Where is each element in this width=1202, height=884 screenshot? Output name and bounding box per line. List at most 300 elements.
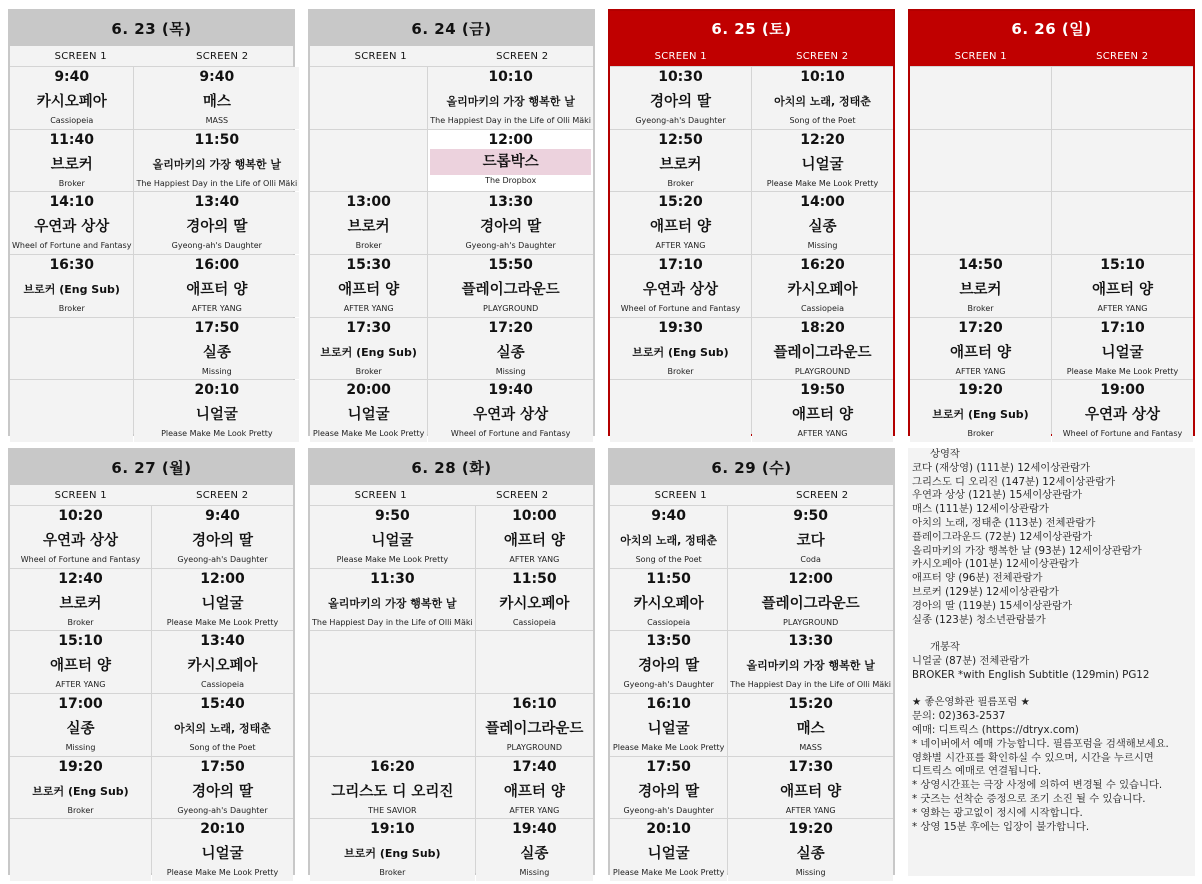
movie-title: 애프터 양 — [503, 783, 565, 800]
movie-title-en: THE SAVIOR — [368, 805, 417, 815]
movie-title-en: The Happiest Day in the Life of Olli Mäki — [136, 178, 298, 188]
movie-title: 니얼굴 — [195, 407, 238, 424]
movie-title: 매스 — [796, 721, 825, 738]
showtime: 10:30 — [658, 69, 703, 85]
showtime-cell[interactable] — [752, 255, 893, 317]
movie-title: 실종 — [496, 344, 525, 361]
showtime: 16:20 — [800, 257, 845, 274]
movie-title-en: AFTER YANG — [797, 429, 848, 439]
showing-item: 브로커 (129분) 12세이상관람가 — [912, 585, 1059, 598]
note-line: * 굿즈는 선착순 증정으로 조기 소진 될 수 있습니다. — [912, 792, 1146, 805]
showtime: 16:00 — [194, 257, 240, 274]
showtime: 11:30 — [370, 570, 415, 587]
movie-title: 경아의 딸 — [638, 658, 700, 675]
showtime-cell[interactable] — [610, 130, 751, 192]
day-header — [310, 450, 593, 485]
opening-header: 개봉작 — [930, 641, 960, 654]
showtime-cell[interactable] — [152, 631, 293, 693]
showtime: 19:20 — [788, 821, 833, 838]
movie-title-en: Gyeong-ah's Daughter — [635, 116, 726, 125]
movie-title: 브로커 (Eng Sub) — [932, 408, 1029, 422]
movie-title: 애프터 양 — [338, 282, 400, 299]
movie-title-en: PLAYGROUND — [794, 366, 851, 376]
showtime: 10:00 — [512, 508, 557, 524]
movie-title-en: AFTER YANG — [1097, 304, 1148, 314]
showtime: 17:50 — [646, 758, 691, 775]
note-line: * 영화는 광고없이 정시에 시작합니다. — [912, 806, 1083, 819]
showtime-cell[interactable] — [310, 318, 427, 380]
showtime-cell[interactable] — [310, 192, 427, 254]
showtime-cell[interactable] — [610, 819, 727, 881]
showtime-cell[interactable] — [134, 255, 299, 317]
showtime-cell[interactable] — [610, 757, 727, 819]
movie-title-en: Broker — [379, 868, 406, 878]
showtime: 12:20 — [800, 131, 845, 148]
note-line: 디트릭스 예매로 연결됩니다. — [912, 765, 1042, 778]
movie-title: 플레이그라운드 — [773, 344, 872, 361]
showtime-cell[interactable] — [152, 694, 293, 756]
showtime: 15:30 — [346, 257, 391, 274]
movie-title: 브로커 — [50, 156, 93, 173]
movie-title-en: AFTER YANG — [955, 366, 1006, 376]
showtime-cell[interactable] — [728, 506, 893, 568]
movie-title-en: Broker — [355, 366, 382, 376]
note-line: * 상영시간표는 극장 사정에 의하여 변경될 수 있습니다. — [912, 779, 1163, 792]
showtime-cell[interactable] — [910, 380, 1051, 442]
showtime: 9:40 — [199, 69, 235, 85]
showtime-grid — [310, 66, 593, 439]
day-title: 6. 24 (금) — [411, 20, 492, 38]
opening-item: 니얼굴 (87분) 전체관람가 — [912, 654, 1030, 667]
showtime-cell[interactable] — [310, 380, 427, 442]
showtime-cell[interactable] — [752, 130, 893, 192]
movie-title-en: Please Make Me Look Pretty — [312, 429, 425, 439]
empty-cell — [310, 694, 475, 756]
movie-title-en: The Happiest Day in the Life of Olli Mäki — [430, 116, 591, 125]
showing-item: 경아의 딸 (119분) 15세이상관람가 — [912, 599, 1073, 612]
movie-title-en: AFTER YANG — [191, 304, 242, 314]
day-panel — [308, 448, 595, 878]
showtime: 17:30 — [788, 758, 833, 775]
movie-title-en: Gyeong-ah's Daughter — [623, 805, 714, 815]
showing-item: 아치의 노래, 정태춘 (113분) 전체관람가 — [912, 516, 1096, 529]
showtime-cell[interactable] — [752, 67, 893, 129]
day-header — [910, 11, 1193, 46]
movie-title-en: Broker — [67, 617, 94, 627]
showtime-cell[interactable] — [428, 380, 593, 442]
movie-title: 브로커 (Eng Sub) — [632, 345, 729, 359]
movie-title-en: PLAYGROUND — [506, 743, 562, 753]
screen-label: SCREEN 1 — [54, 490, 107, 501]
showtime-cell[interactable] — [610, 631, 727, 693]
movie-title-en: Please Make Me Look Pretty — [612, 743, 725, 753]
showtime-cell[interactable] — [152, 819, 293, 881]
movie-title: 애프터 양 — [49, 658, 112, 675]
movie-title: 실종 — [808, 219, 837, 236]
day-header — [10, 450, 293, 485]
movie-title: 니얼굴 — [1101, 344, 1144, 361]
movie-title-en: AFTER YANG — [655, 241, 706, 251]
movie-title: 실종 — [202, 344, 231, 361]
screen-label: SCREEN 1 — [54, 51, 107, 62]
movie-title-en: Please Make Me Look Pretty — [612, 868, 725, 878]
showtime-cell[interactable] — [10, 255, 133, 317]
showtime-cell[interactable] — [428, 130, 593, 192]
showing-item: 그리스도 디 오리진 (147분) 12세이상관람가 — [912, 475, 1116, 488]
showtime-cell[interactable] — [310, 569, 475, 631]
movie-title: 경아의 딸 — [191, 533, 254, 549]
showtime: 19:20 — [958, 382, 1003, 399]
movie-title-en: Wheel of Fortune and Fantasy — [12, 241, 132, 251]
showing-header: 상영작 — [930, 448, 960, 460]
showtime-cell[interactable] — [10, 631, 151, 693]
showtime-cell[interactable] — [10, 694, 151, 756]
movie-title-en: Coda — [800, 555, 821, 564]
showtime-grid — [10, 505, 293, 878]
showtime: 15:10 — [58, 633, 103, 650]
movie-title: 아치의 노래, 정태춘 — [174, 722, 271, 736]
showtime-cell[interactable] — [310, 506, 475, 568]
showtime: 16:10 — [646, 696, 691, 713]
movie-title: 경아의 딸 — [186, 219, 248, 236]
showtime-cell[interactable] — [428, 192, 593, 254]
empty-cell — [1052, 130, 1193, 192]
showtime: 13:40 — [200, 633, 245, 650]
showtime: 10:10 — [800, 69, 845, 85]
movie-title: 실종 — [66, 721, 95, 738]
showtime-cell[interactable] — [476, 757, 593, 819]
empty-cell — [476, 631, 593, 693]
showtime: 15:20 — [658, 194, 703, 211]
showtime-cell[interactable] — [428, 67, 593, 129]
showtime: 15:50 — [488, 257, 533, 274]
showtime: 11:40 — [49, 131, 95, 148]
showtime-cell[interactable] — [10, 130, 133, 192]
screen-label: SCREEN 1 — [654, 490, 707, 501]
showtime-cell[interactable] — [910, 255, 1051, 317]
showtime: 9:50 — [793, 508, 829, 524]
day-panel — [608, 9, 895, 439]
showtime: 19:30 — [658, 319, 703, 336]
empty-cell — [1052, 67, 1193, 129]
screen-headers — [10, 46, 293, 66]
movie-title-en: Broker — [667, 366, 694, 376]
movie-title-en: Gyeong-ah's Daughter — [465, 241, 556, 251]
movie-title-en: Cassiopeia — [647, 617, 691, 627]
movie-title: 실종 — [796, 846, 825, 863]
empty-cell — [910, 192, 1051, 254]
showtime: 9:40 — [651, 508, 687, 524]
movie-title: 니얼굴 — [201, 595, 244, 612]
showtime-cell[interactable] — [752, 380, 893, 442]
movie-title: 카시오페아 — [187, 658, 258, 675]
showtime: 11:50 — [194, 131, 240, 148]
movie-title-en: Broker — [67, 805, 94, 815]
showtime: 12:40 — [58, 570, 103, 587]
showtime-cell[interactable] — [10, 67, 133, 129]
showing-item: 애프터 양 (96분) 전체관람가 — [912, 572, 1043, 585]
showing-item: 우연과 상상 (121분) 15세이상관람가 — [912, 489, 1082, 502]
showtime-cell[interactable] — [910, 318, 1051, 380]
movie-title-en: Missing — [65, 743, 96, 753]
day-header — [10, 11, 293, 46]
day-title: 6. 29 (수) — [711, 459, 792, 477]
movie-title: 매스 — [202, 94, 231, 110]
showtime-grid — [10, 66, 298, 439]
showtime-cell[interactable] — [752, 192, 893, 254]
showtime: 13:30 — [488, 194, 533, 211]
showtime-cell[interactable] — [310, 819, 475, 881]
movie-title: 브로커 — [959, 282, 1002, 299]
movie-title: 애프터 양 — [780, 783, 842, 800]
showtime: 17:40 — [512, 758, 557, 775]
movie-title-en: Wheel of Fortune and Fantasy — [20, 555, 141, 564]
movie-title: 카시오페아 — [633, 595, 704, 612]
movie-title: 경아의 딸 — [638, 783, 700, 800]
movie-title-en: AFTER YANG — [785, 805, 836, 815]
movie-title: 플레이그라운드 — [761, 595, 860, 612]
showtime-cell[interactable] — [752, 318, 893, 380]
movie-title-en: Broker — [967, 304, 994, 314]
movie-title-en: PLAYGROUND — [783, 617, 839, 627]
showtime: 15:20 — [788, 696, 833, 713]
movie-title: 니얼굴 — [801, 156, 844, 173]
movie-title-en: Wheel of Fortune and Fantasy — [1062, 429, 1183, 439]
screen-headers — [610, 46, 893, 66]
showtime-cell[interactable] — [476, 694, 593, 756]
movie-title: 코다 — [796, 533, 825, 549]
screen-headers — [910, 46, 1193, 66]
movie-title: 브로커 (Eng Sub) — [23, 283, 120, 297]
showtime-cell[interactable] — [610, 694, 727, 756]
showtime: 19:40 — [512, 821, 557, 838]
empty-cell — [1052, 192, 1193, 254]
movie-title: 애프터 양 — [649, 219, 712, 236]
showtime-cell[interactable] — [728, 819, 893, 881]
movie-title: 브로커 (Eng Sub) — [32, 784, 129, 798]
showtime-cell[interactable] — [728, 631, 893, 693]
showtime-cell[interactable] — [10, 506, 151, 568]
showtime-grid — [610, 66, 893, 439]
showtime-cell[interactable] — [728, 569, 893, 631]
showtime-grid — [610, 505, 893, 878]
showtime: 16:30 — [49, 257, 95, 274]
movie-title-en: AFTER YANG — [55, 680, 106, 690]
showtime-cell[interactable] — [310, 255, 427, 317]
showtime-cell[interactable] — [134, 192, 299, 254]
note-line: * 네이버에서 예매 가능합니다. 필름포럼을 검색해보세요. — [912, 737, 1169, 750]
day-panel — [8, 9, 298, 439]
movie-title: 애프터 양 — [503, 533, 565, 549]
movie-title-en: Please Make Me Look Pretty — [166, 868, 279, 878]
empty-cell — [910, 67, 1051, 129]
day-title: 6. 23 (목) — [111, 20, 192, 38]
showtime-cell[interactable] — [10, 192, 133, 254]
movie-title: 애프터 양 — [791, 407, 854, 424]
empty-cell — [310, 631, 475, 693]
showtime: 20:00 — [346, 382, 391, 399]
empty-cell — [310, 67, 427, 129]
movie-title-en: The Happiest Day in the Life of Olli Mäki — [312, 617, 473, 627]
showtime-cell[interactable] — [152, 506, 293, 568]
showtime: 19:00 — [1100, 382, 1145, 399]
showtime: 13:30 — [788, 633, 833, 650]
movie-title-en: Cassiopeia — [512, 617, 556, 627]
showtime: 14:10 — [49, 194, 95, 211]
movie-title-en: Song of the Poet — [789, 116, 856, 125]
showtime-cell[interactable] — [476, 506, 593, 568]
showtime: 19:20 — [58, 758, 103, 775]
showtime-cell[interactable] — [610, 569, 727, 631]
showtime-cell[interactable] — [428, 318, 593, 380]
movie-title-en: Please Make Me Look Pretty — [166, 617, 279, 627]
movie-title-en: Missing — [495, 366, 526, 376]
opening-list — [912, 655, 1191, 683]
showtime-cell[interactable] — [610, 192, 751, 254]
showtime-grid — [910, 66, 1193, 439]
showtime-cell[interactable] — [1052, 318, 1193, 380]
info-panel — [908, 448, 1195, 876]
showtime-cell[interactable] — [610, 506, 727, 568]
showtime: 10:20 — [58, 508, 103, 524]
movie-title-en: Please Make Me Look Pretty — [336, 555, 449, 564]
screen-label: SCREEN 1 — [354, 51, 407, 62]
empty-cell — [10, 819, 151, 881]
screen-label: SCREEN 2 — [1096, 51, 1149, 62]
showtime: 19:40 — [488, 382, 533, 399]
showtime: 16:10 — [512, 696, 557, 713]
showtime-cell[interactable] — [728, 694, 893, 756]
showtime-cell[interactable] — [610, 255, 751, 317]
movie-title-en: Missing — [519, 868, 550, 878]
showtime-cell[interactable] — [134, 130, 299, 192]
showtime: 19:50 — [800, 382, 845, 399]
showtime-cell[interactable] — [134, 318, 299, 380]
screen-label: SCREEN 2 — [496, 490, 549, 501]
showtime: 9:40 — [205, 508, 240, 524]
screen-headers — [10, 485, 293, 505]
showtime-cell[interactable] — [476, 819, 593, 881]
movie-title: 카시오페아 — [787, 282, 858, 299]
screen-label: SCREEN 2 — [196, 51, 249, 62]
showtime: 16:20 — [370, 758, 415, 775]
day-title: 6. 28 (화) — [411, 459, 492, 477]
showtime: 11:50 — [646, 570, 691, 587]
movie-title: 브로커 (Eng Sub) — [320, 345, 417, 359]
movie-title: 애프터 양 — [1091, 282, 1154, 299]
movie-title-en: Please Make Me Look Pretty — [766, 178, 879, 188]
screen-label: SCREEN 1 — [354, 490, 407, 501]
movie-title-en: Broker — [967, 429, 994, 439]
movie-title: 경아의 딸 — [191, 783, 254, 800]
movie-title: 아치의 노래, 정태춘 — [774, 95, 871, 108]
showtime-cell[interactable] — [610, 67, 751, 129]
screen-headers — [610, 485, 893, 505]
movie-title: 카시오페아 — [499, 595, 570, 612]
movie-title-en: Wheel of Fortune and Fantasy — [450, 429, 571, 439]
showtime: 11:50 — [512, 570, 557, 587]
showtime-cell[interactable] — [10, 757, 151, 819]
movie-title: 우연과 상상 — [642, 282, 719, 299]
movie-title-en: Song of the Poet — [189, 743, 256, 753]
movie-title-en: Missing — [201, 366, 232, 376]
showtime-cell[interactable] — [134, 67, 299, 129]
day-title: 6. 26 (일) — [1011, 20, 1092, 38]
movie-title-en: The Happiest Day in the Life of Olli Mäki — [730, 680, 891, 690]
showtime: 20:10 — [194, 382, 240, 399]
empty-cell — [10, 318, 133, 380]
showtime-cell[interactable] — [728, 757, 893, 819]
showtime-cell[interactable] — [428, 255, 593, 317]
showtime-cell[interactable] — [310, 757, 475, 819]
movie-title: 올리마키의 가장 행복한 날 — [446, 95, 575, 108]
empty-cell — [610, 380, 751, 442]
note-line: 문의: 02)363-2537 — [912, 710, 1006, 723]
showtime-cell[interactable] — [134, 380, 299, 442]
movie-title: 애프터 양 — [949, 344, 1012, 361]
screen-headers — [310, 46, 593, 66]
showtime: 10:10 — [488, 69, 533, 85]
movie-title: 애프터 양 — [186, 282, 248, 299]
movie-title: 경아의 딸 — [649, 94, 712, 110]
showtime: 15:40 — [200, 696, 245, 713]
opening-item: BROKER *with English Subtitle (129min) PG12 — [912, 668, 1150, 681]
movie-title-en: Gyeong-ah's Daughter — [171, 241, 262, 251]
day-header — [310, 11, 593, 46]
showtime: 9:40 — [54, 69, 90, 85]
empty-cell — [910, 130, 1051, 192]
showtime-cell[interactable] — [152, 569, 293, 631]
showtime-cell[interactable] — [152, 757, 293, 819]
movie-title-en: Broker — [355, 241, 382, 251]
movie-title-en: Cassiopeia — [50, 116, 94, 125]
movie-title: 니얼굴 — [201, 846, 244, 863]
movie-title: 올리마키의 가장 행복한 날 — [746, 659, 875, 673]
showtime: 17:10 — [658, 257, 703, 274]
empty-cell — [310, 130, 427, 192]
showtime-cell[interactable] — [1052, 380, 1193, 442]
screen-label: SCREEN 2 — [196, 490, 249, 501]
movie-title-en: Please Make Me Look Pretty — [161, 429, 273, 439]
showtime: 13:00 — [346, 194, 391, 211]
showtime: 12:00 — [788, 570, 833, 587]
showtime-cell[interactable] — [1052, 255, 1193, 317]
showtime: 18:20 — [800, 319, 845, 336]
movie-title: 올리마키의 가장 행복한 날 — [328, 596, 457, 610]
movie-title-en: AFTER YANG — [509, 805, 560, 815]
showtime: 20:10 — [646, 821, 691, 838]
showtime-cell[interactable] — [610, 318, 751, 380]
day-title: 6. 27 (월) — [111, 459, 192, 477]
movie-title-en: Cassiopeia — [800, 304, 845, 314]
showing-item: 플레이그라운드 (72분) 12세이상관람가 — [912, 530, 1093, 543]
showtime: 20:10 — [200, 821, 245, 838]
showtime-cell[interactable] — [476, 569, 593, 631]
movie-title: 플레이그라운드 — [461, 282, 560, 299]
movie-title-en: Broker — [58, 304, 85, 314]
showtime: 17:20 — [958, 319, 1003, 336]
showtime-cell[interactable] — [10, 569, 151, 631]
showtime: 12:50 — [658, 131, 703, 148]
movie-title-en: Missing — [807, 241, 838, 251]
showtime: 17:50 — [194, 319, 240, 336]
day-panel — [608, 448, 895, 878]
showing-item: 올리마키의 가장 행복한 날 (93분) 12세이상관람가 — [912, 544, 1142, 557]
movie-title: 브로커 — [659, 156, 702, 173]
movie-title-en: MASS — [799, 743, 822, 753]
movie-title: 그리스도 디 오리진 — [331, 783, 454, 800]
movie-title-en: Broker — [58, 178, 85, 188]
